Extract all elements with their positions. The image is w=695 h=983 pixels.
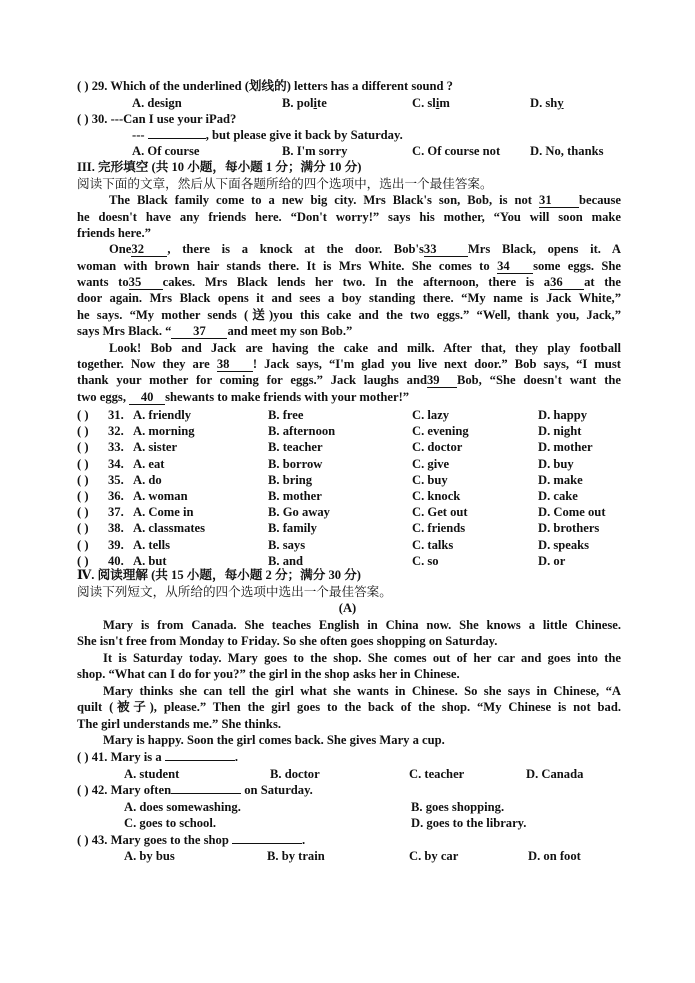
option-c: C. doctor: [412, 440, 463, 454]
option-c: C. Get out: [412, 505, 468, 519]
passage-label: (A): [338, 601, 357, 615]
cloze-line: says Mrs Black. “ 37 and meet my son Bob.”: [77, 324, 353, 338]
answer-paren: ( ): [77, 457, 89, 471]
option-b: B. I'm sorry: [282, 144, 348, 158]
answer-paren: ( ): [77, 112, 89, 126]
option-d: D. shy: [530, 96, 564, 110]
section-instruction: 阅读下面的文章，然后从下面各题所给的四个选项中，选出一个最佳答案。: [77, 177, 493, 191]
option-d: D. mother: [538, 440, 593, 454]
question-number: 34.: [108, 457, 124, 471]
question-stem-cn: 划线的: [248, 79, 287, 93]
option-a: A. eat: [133, 457, 165, 471]
blank-35: 35: [129, 276, 163, 290]
passage-line: Mary is happy. Soon the girl comes back. She gives Mary a cup.: [103, 733, 445, 747]
question-number: 39.: [108, 538, 124, 552]
blank-31: 31: [539, 194, 579, 208]
section-title: III. 完形填空 (共 10 小题，每小题 1 分；满分 10 分): [77, 160, 362, 174]
question-stem: 29. Which of the underlined (: [91, 79, 249, 93]
question-number: 31.: [108, 408, 124, 422]
answer-paren: ( ): [77, 79, 89, 93]
option-a: A. by bus: [124, 849, 175, 863]
section-title: Ⅳ. 阅读理解 (共 15 小题，每小题 2 分；满分 30 分): [77, 568, 361, 582]
option-b: B. doctor: [270, 767, 320, 781]
question-30-reply: --- , but please give it back by Saturday.: [132, 128, 403, 142]
question-41: ( ) 41. Mary is a .: [77, 750, 238, 764]
passage-line: She isn't free from Monday to Friday. So she often goes shopping on Saturday.: [77, 634, 498, 648]
option-d: D. Canada: [526, 767, 584, 781]
option-d: D. cake: [538, 489, 578, 503]
passage-line: The girl understands me.” She thinks.: [77, 717, 281, 731]
option-d: D. happy: [538, 408, 587, 422]
option-d: D. buy: [538, 457, 574, 471]
blank-39: 39: [427, 374, 457, 388]
option-c: C. slim: [412, 96, 450, 110]
question-number: 35.: [108, 473, 124, 487]
question-number: 32.: [108, 424, 124, 438]
option-a: A. Of course: [132, 144, 200, 158]
option-c: C. by car: [409, 849, 459, 863]
option-a: A. design: [132, 96, 182, 110]
cloze-line: wants to35 cakes. Mrs Black lends her two. In the afternoon, there is a36 at the: [77, 275, 622, 289]
passage-line: shop. “What can I do for you?” the girl in the shop asks her in Chinese.: [77, 667, 460, 681]
cloze-line: One32 , there is a knock at the door. Bob's33 Mrs Black, opens it. A: [109, 242, 621, 256]
passage-line: Mary is from Canada. She teaches English in China now. She knows a little Chinese.: [103, 618, 621, 632]
question-30: [77, 111, 236, 127]
question-number: 40.: [108, 554, 124, 568]
option-b: B. family: [268, 521, 317, 535]
option-d: D. night: [538, 424, 582, 438]
cloze-line: friends here.”: [77, 226, 151, 240]
option-b: B. Go away: [268, 505, 330, 519]
option-a: A. does somewashing.: [124, 800, 241, 814]
cloze-line: The Black family come to a new big city. Mrs Black's son, Bob, is not 31 because: [109, 193, 622, 207]
answer-paren: ( ): [77, 554, 89, 568]
option-b: B. polite: [282, 96, 327, 110]
cloze-line: together. Now they are 38 ! Jack says, “I'm glad you live next door.” Bob says, “I must: [77, 357, 621, 371]
option-c: C. so: [412, 554, 439, 568]
passage-line: quilt (被子), please.” Then the girl goes to the back of the shop. “My Chinese is not bad.: [77, 700, 621, 714]
cloze-line: he doesn't have any friends here. “Don't worry!” says his mother, “You will soon make: [77, 210, 621, 224]
option-b: B. free: [268, 408, 304, 422]
option-c: C. lazy: [412, 408, 450, 422]
option-d: D. Come out: [538, 505, 606, 519]
blank-38: 38: [217, 358, 253, 372]
option-c: C. evening: [412, 424, 469, 438]
question-42: ( ) 42. Mary often on Saturday.: [77, 783, 313, 797]
blank: [232, 843, 302, 844]
option-b: B. goes shopping.: [411, 800, 505, 814]
cloze-line: woman with brown hair stands there. It is Mrs White. She comes to 34 some eggs. She: [77, 259, 622, 273]
passage-line: Mary thinks she can tell the girl what she wants in Chinese. So she says in Chinese, “A: [103, 684, 621, 698]
question-stem: ) letters has a different sound ?: [286, 79, 453, 93]
option-b: B. mother: [268, 489, 322, 503]
option-d: D. make: [538, 473, 583, 487]
question-number: 33.: [108, 440, 124, 454]
section-instruction: 阅读下列短文，从所给的四个选项中选出一个最佳答案。: [77, 585, 392, 599]
option-a: A. tells: [133, 538, 171, 552]
option-d: D. on foot: [528, 849, 581, 863]
question-29: [77, 78, 453, 94]
question-number: 37.: [108, 505, 124, 519]
option-c: C. buy: [412, 473, 448, 487]
blank-33: 33: [424, 243, 468, 257]
answer-paren: ( ): [77, 538, 89, 552]
option-a: A. Come in: [133, 505, 194, 519]
answer-paren: ( ): [77, 521, 89, 535]
blank: [165, 760, 235, 761]
option-b: B. says: [268, 538, 306, 552]
cloze-line: he says. “My mother sends (送)you this cake and the two eggs.” “Well, thank you, Jack,”: [77, 308, 621, 322]
question-number: 36.: [108, 489, 124, 503]
option-d: D. speaks: [538, 538, 590, 552]
cloze-line: two eggs, 40 shewants to make friends with your mother!”: [77, 390, 410, 404]
answer-paren: ( ): [77, 473, 89, 487]
answer-paren: ( ): [77, 440, 89, 454]
option-b: B. teacher: [268, 440, 323, 454]
option-c: C. knock: [412, 489, 461, 503]
option-b: B. by train: [267, 849, 325, 863]
question-number: 38.: [108, 521, 124, 535]
option-c: C. Of course not: [412, 144, 501, 158]
blank-32: 32: [131, 243, 167, 257]
option-a: A. morning: [133, 424, 195, 438]
option-b: B. borrow: [268, 457, 323, 471]
blank-36: 36: [550, 276, 584, 290]
cloze-line: door again. Mrs Black opens it and sees a boy standing there. “My name is Jack White,”: [77, 291, 621, 305]
blank-37: 37: [171, 325, 227, 339]
blank-40: 40: [129, 391, 165, 405]
option-b: B. afternoon: [268, 424, 336, 438]
question-stem: 30. ---Can I use your iPad?: [91, 112, 237, 126]
option-a: A. sister: [133, 440, 178, 454]
option-c: C. teacher: [409, 767, 465, 781]
passage-line: It is Saturday today. Mary goes to the shop. She comes out of her car and goes into the: [103, 651, 621, 665]
blank-34: 34: [497, 260, 533, 274]
option-a: A. woman: [133, 489, 188, 503]
option-a: A. classmates: [133, 521, 206, 535]
option-c: C. give: [412, 457, 450, 471]
option-b: B. bring: [268, 473, 313, 487]
option-a: A. do: [133, 473, 162, 487]
option-d: D. brothers: [538, 521, 600, 535]
option-d: D. or: [538, 554, 566, 568]
option-a: A. student: [124, 767, 180, 781]
option-d: D. No, thanks: [530, 144, 604, 158]
option-c: C. friends: [412, 521, 466, 535]
blank: [148, 138, 206, 139]
option-c: C. goes to school.: [124, 816, 216, 830]
answer-paren: ( ): [77, 408, 89, 422]
option-a: A. but: [133, 554, 167, 568]
answer-paren: ( ): [77, 424, 89, 438]
option-c: C. talks: [412, 538, 454, 552]
question-43: ( ) 43. Mary goes to the shop .: [77, 833, 306, 847]
cloze-line: Look! Bob and Jack are having the cake and milk. After that, they play football: [109, 341, 621, 355]
cloze-line: thank your mother for coming for eggs.” Jack laughs and39 Bob, “She doesn't want the: [77, 373, 621, 387]
option-b: B. and: [268, 554, 304, 568]
option-a: A. friendly: [133, 408, 192, 422]
blank: [171, 793, 241, 794]
answer-paren: ( ): [77, 489, 89, 503]
answer-paren: ( ): [77, 505, 89, 519]
option-d: D. goes to the library.: [411, 816, 527, 830]
